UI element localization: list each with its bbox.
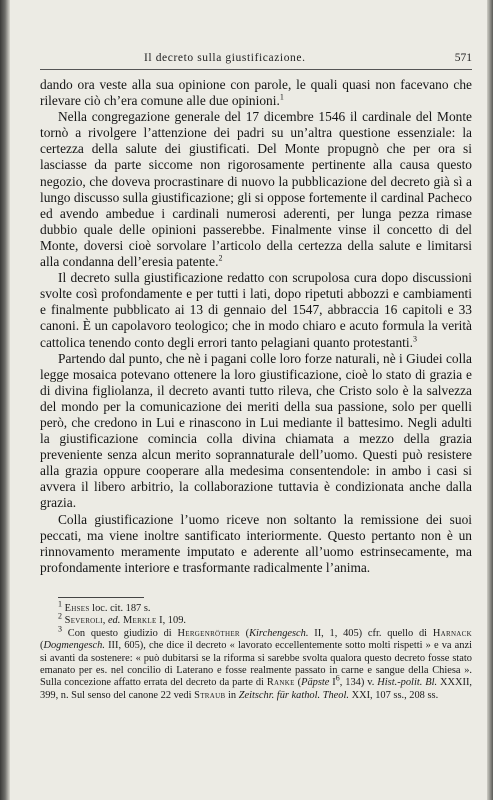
paragraph: Il decreto sulla giustificazione redatto con scrupolosa cura dopo discussioni svolte così profondamente e per tutti i lati, dopo ripetuti abbozzi e cambiamenti e finalmente pubblicato ai 13 di gennaio del 1547, abbraccia 16 capitoli e 33 canoni. È un capolavoro teologico; che in modo chiaro e acuto formula la verità cattolica tenendo conto degli errori tanto pelagiani quanto protestanti.$^3$ <box>40 270 472 350</box>
paragraph: Colla giustificazione l’uomo riceve non soltanto la remissione dei suoi peccati, ma viene inoltre santificato interiormente. Questo pertanto non è un rinnovamento meramente imputato e aderente all’uomo estrinsecamente, ma profondamente interiore e trasformante radicalmente l’anima. <box>40 511 472 575</box>
paragraph: Partendo dal punto, che nè i pagani colle loro forze naturali, nè i Giudei colla legge mosaica potevano ottenere la loro giustificazione, cioè lo stato di grazia e di divina figliolanza, il decreto avanti tutto rileva, che Cristo solo è la salvezza del mondo per la comunicazione dei meriti della sua passione, solo per quelli però, che credono in Lui e rinascono in Lui mediante il battesimo. Negli adulti la giustificazione comincia colla divina chiamata a mezzo della grazia preveniente senza alcun merito soprannaturale dell’uomo. Questi può resistere alla grazia oppure cooperare alla medesima consentendole: in ambo i casi si avvera il libero arbitrio, la collaborazione tuttavia è condizionata anche dalla grazia. <box>40 350 472 511</box>
footnote-ref: 3 <box>412 334 417 344</box>
page-outer-edge <box>487 0 493 800</box>
footnote: $^1$ Ehses loc. cit. 187 s. <box>58 599 151 614</box>
paragraph: dando ora veste alla sua opinione con parole, le quali quasi non facevano che rilevare ciò ch’era comune alle due opinioni.$^1$ <box>40 77 472 109</box>
page-number: 571 <box>454 52 472 64</box>
running-title: Il decreto sulla giustificazione. <box>144 52 306 64</box>
paragraph: Nella congregazione generale del 17 dicembre 1546 il cardinale del Monte tornò a rivolgere l’attenzione dei padri su un’altra questione essenziale: la certezza della salute dei giustificati. Del Monte propugnò che per ora si lasciasse da parte siccome non rigorosamente pertinente alla causa questo negozio, che doveva procrastinare di nuovo la pubblicazione del decreto già sì a lungo discusso sulla giustificazione; gli si oppose fortemente il cardinal Pacheco ed avendo ambedue i cardinali numerosi aderenti, per lunga pezza rimase dubbio quale delle opinioni passerebbe. Finalmente vinse il concetto di del Monte, doversi cioè sorvolare l’articolo della certezza della salute e limitarsi alla condanna dell’eresia patente.$^2$ <box>40 109 472 270</box>
footnote-ref: 2 <box>218 253 223 263</box>
main-text <box>40 77 472 576</box>
footnote-rule <box>58 597 144 598</box>
page-binding-edge <box>0 0 10 800</box>
header-rule <box>40 69 472 70</box>
footnote: $^3$ Con questo giudizio di Hergenröther (Kirchengesch. II, 1, 405) cfr. quello di Harnack (Dogmengesch. III, 605), che dice il decreto « lavorato eccellentemente sotto molti rispetti » e va anzi si avanti da sostenere: « può dubitarsi se la riforma si sarebbe svolta qualora questo decreto fosse stato emanato per es. nel concilio di Laterano e fosse realmente passato in carne e sangue della Chiesa ». Sulla concezione affatto errata del decreto da parte di Ranke (Päpste $I^6$, 134) v. Hist.-polit. Bl. XXXII, 399, n. Sul senso del canone 22 vedi Straub in Zeitschr. für kathol. Theol. XXI, 107 ss., 208 ss. <box>40 624 473 701</box>
footnote-ref: 1 <box>279 92 284 102</box>
footnote: $^2$ Severoli, ed. Merkle I, 109. <box>58 611 186 627</box>
footnotes <box>40 599 473 702</box>
